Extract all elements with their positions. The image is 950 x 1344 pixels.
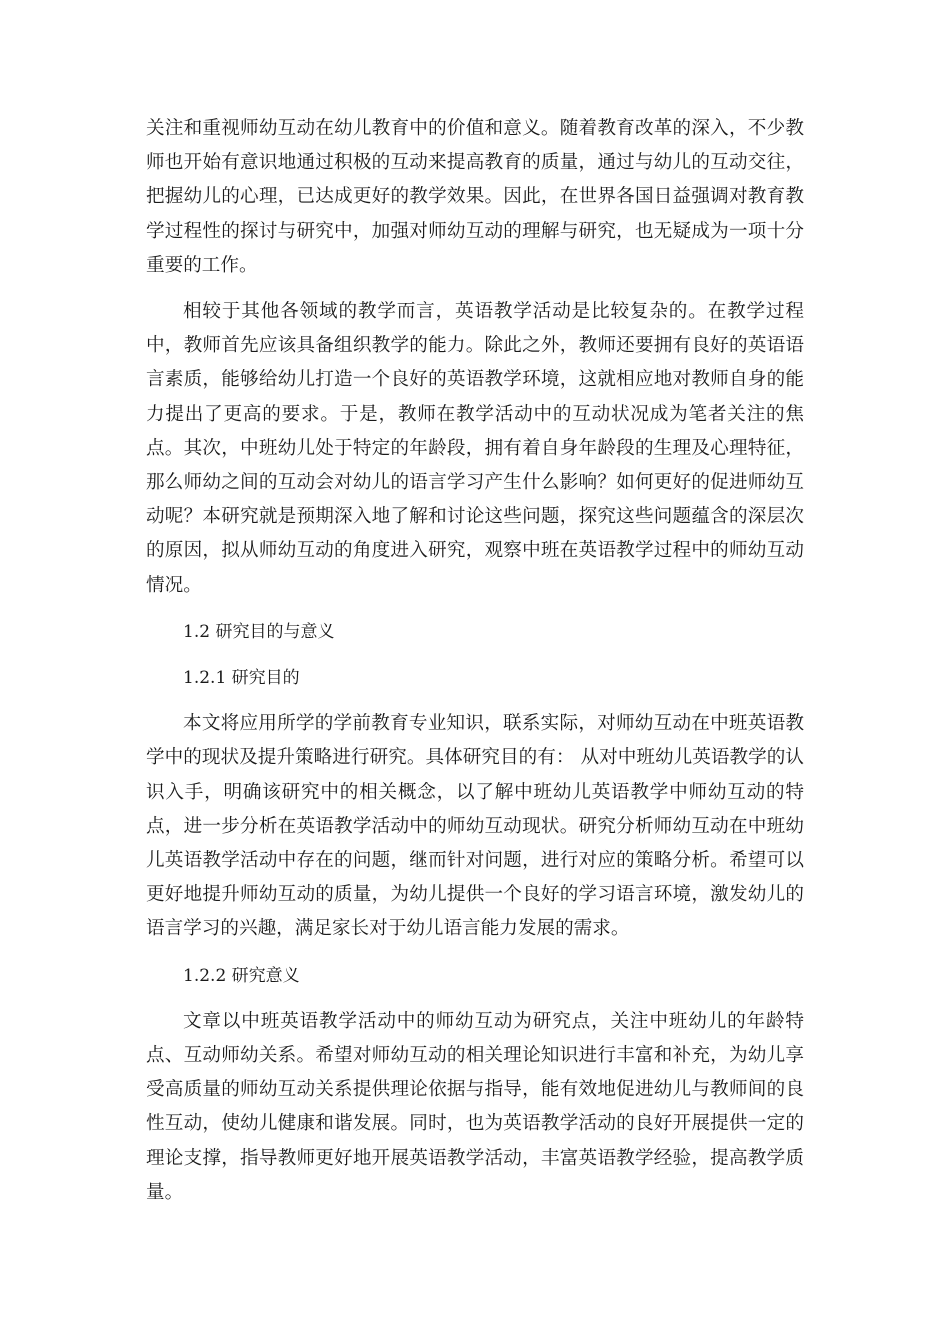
- paragraph-english-teaching: 相较于其他各领域的教学而言，英语教学活动是比较复杂的。在教学过程中，教师首先应该具备组织教学的能力。除此之外，教师还要拥有良好的英语语言素质，能够给幼儿打造一个良好的英语教学环境，这就相应地对教师自身的能力提出了更高的要求。于是，教师在教学活动中的互动状况成为笔者关注的焦点。其次，中班幼儿处于特定的年龄段，拥有着自身年龄段的生理及心理特征，那么师幼之间的互动会对幼儿的语言学习产生什么影响？如何更好的促进师幼互动呢？本研究就是预期深入地了解和讨论这些问题，探究这些问题蕴含的深层次的原因，拟从师幼互动的角度进入研究，观察中班在英语教学过程中的师幼互动情况。: [146, 301, 804, 596]
- paragraph-research-purpose: 本文将应用所学的学前教育专业知识，联系实际，对师幼互动在中班英语教学中的现状及提升策略进行研究。具体研究目的有： 从对中班幼儿英语教学的认识入手，明确该研究中的相关概念，以了解中班幼儿英语教学中师幼互动的特点，进一步分析在英语教学活动中的师幼互动现状。研究分析师幼互动在中班幼儿英语教学活动中存在的问题，继而针对问题，进行对应的策略分析。希望可以更好地提升师幼互动的质量，为幼儿提供一个良好的学习语言环境，激发幼儿的语言学习的兴趣，满足家长对于幼儿语言能力发展的需求。: [146, 713, 804, 940]
- paragraph-intro-continued: 关注和重视师幼互动在幼儿教育中的价值和意义。随着教育改革的深入，不少教师也开始有意识地通过积极的互动来提高教育的质量，通过与幼儿的互动交往，把握幼儿的心理，已达成更好的教学效果。因此，在世界各国日益强调对教育教学过程性的探讨与研究中，加强对师幼互动的理解与研究，也无疑成为一项十分重要的工作。: [146, 118, 804, 276]
- section-heading-1-2-1: 1.2.1 研究目的: [183, 668, 300, 689]
- section-heading-1-2-2: 1.2.2 研究意义: [183, 965, 300, 986]
- document-body: [146, 112, 804, 1222]
- paragraph-research-significance: 文章以中班英语教学活动中的师幼互动为研究点，关注中班幼儿的年龄特点、互动师幼关系。希望对师幼互动的相关理论知识进行丰富和补充，为幼儿享受高质量的师幼互动关系提供理论依据与指导，能有效地促进幼儿与教师间的良性互动，使幼儿健康和谐发展。同时，也为英语教学活动的良好开展提供一定的理论支撑，指导教师更好地开展英语教学活动，丰富英语教学经验，提高教学质量。: [146, 1010, 804, 1203]
- section-heading-1-2: 1.2 研究目的与意义: [183, 621, 335, 642]
